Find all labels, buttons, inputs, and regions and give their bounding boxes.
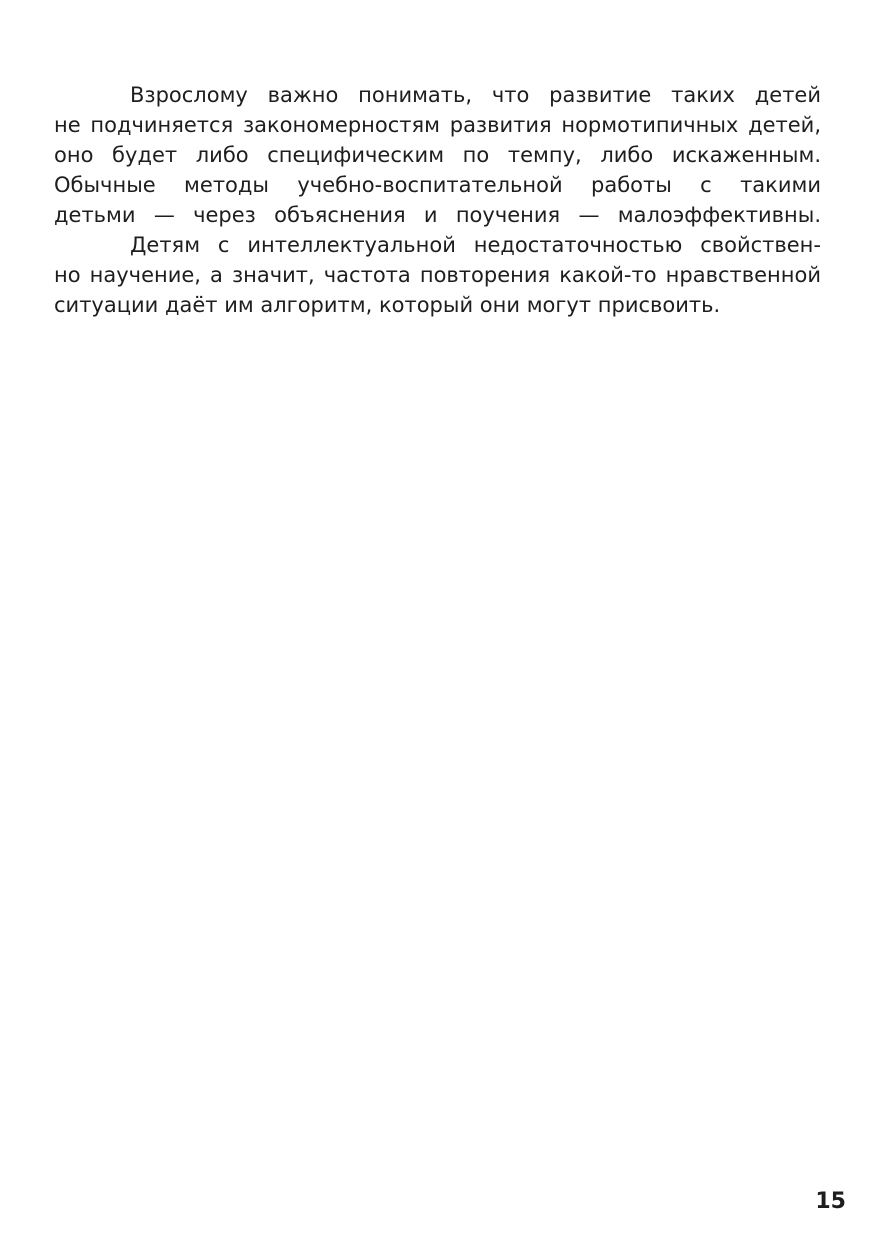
text-line: но научение, а значит, частота повторения какой-то нравственной <box>54 263 821 287</box>
text-line: не подчиняется закономерностям развития нормотипичных детей, <box>54 113 821 137</box>
text-line: Обычные методы учебно-воспитательной работы с такими <box>54 173 821 197</box>
text-line: ситуации даёт им алгоритм, который они могут присвоить. <box>54 293 721 317</box>
text-line: Взрослому важно понимать, что развитие таких детей <box>130 83 821 107</box>
page-number: 15 <box>815 1189 846 1214</box>
text-line: детьми — через объяснения и поучения — малоэффективны. <box>54 203 821 227</box>
text-line: оно будет либо специфическим по темпу, либо искаженным. <box>54 143 821 167</box>
text-line: Детям с интеллектуальной недостаточностью свойствен- <box>130 233 821 257</box>
